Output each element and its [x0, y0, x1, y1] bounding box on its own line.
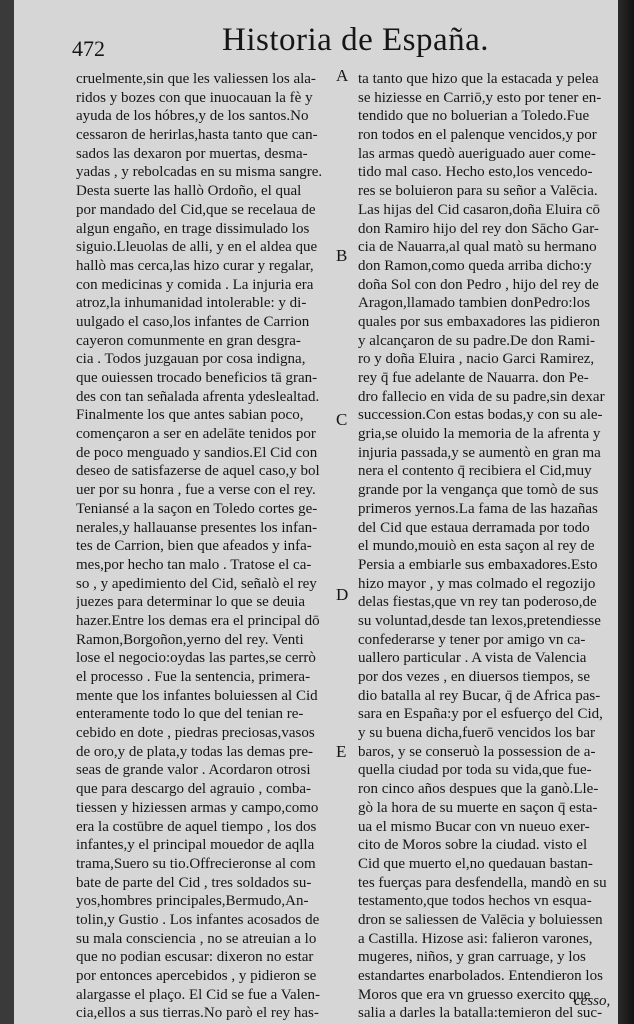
right-column-line: Moros que era vn gruesso exercito que	[358, 986, 591, 1003]
right-column-line: nera el contento q̄ recibiera el Cid,muy	[358, 463, 592, 480]
right-column-line: ta tanto que hizo que la estacada y pelea	[358, 71, 599, 87]
left-column-line: infantes,y el principal mouedor de aqlla	[76, 837, 315, 854]
left-column-line: seas de grande valor . Acordaron otrosi	[76, 762, 311, 779]
right-column-line: dio batalla al rey Bucar, q̄ de Africa pas-	[358, 687, 601, 704]
left-column-line: Desta suerte las hallò Ordoño, el qual	[76, 183, 302, 200]
right-column-line: Las hijas del Cid casaron,doña Eluira cō	[358, 201, 601, 218]
right-column-line: res se boluieron para su señor a Valēcia.	[358, 183, 598, 200]
right-column-line: ron cinco años despues que la ganò.Lle-	[358, 781, 599, 798]
right-column-line: dro fallecio en vida de su padre,sin dexar	[358, 388, 605, 405]
running-title: Historia de España.	[222, 22, 490, 58]
margin-letter-b: B	[336, 246, 348, 265]
right-column-line: dron se saliessen de Valēcia y boluiessen	[358, 911, 603, 928]
left-column-line: mente que los infantes boluiessen al Cid	[76, 687, 318, 704]
page-header	[72, 20, 592, 70]
left-column-line: era la costūbre de aquel tiempo , los dos	[76, 818, 317, 835]
right-column-line: don Ramon,como queda arriba dicho:y	[358, 257, 592, 274]
left-column-line: hazer.Entre los demas era el principal dō	[76, 612, 320, 629]
left-column-line: començaron a ser en adelāte tenidos por	[76, 426, 316, 443]
right-column-line: su voluntad,desde tan lexos,pretendiesse	[358, 612, 601, 629]
left-column-line: siguio.Lleuolas de alli, y en el aldea que	[76, 239, 318, 256]
left-column-line: atroz,la inhumanidad intolerable: y di-	[76, 295, 307, 312]
left-column-line: por entonces apercebidos , y pidieron se	[76, 968, 317, 984]
right-column-line: uallero particular . A vista de Valencia	[358, 650, 587, 667]
right-column-line: hizo mayor , y mas colmado el regozijo	[358, 575, 596, 592]
left-column-line: cebido en dote , piedras preciosas,vasos	[76, 725, 315, 742]
left-column-line: trama,Suero su tio.Offrecieronse al com	[76, 855, 316, 872]
right-column-line: confederarse y tener por amigo vn ca-	[358, 631, 586, 648]
margin-letter-a: A	[336, 66, 349, 85]
left-column	[76, 70, 341, 1023]
left-column-line: cessaron de herirlas,hasta tanto que can-	[76, 127, 318, 144]
left-column-line: Teniansé a la saçon en Toledo cortes ge-	[76, 500, 318, 517]
left-column-line: algun engaño, en trage dissimulado los	[76, 220, 310, 237]
right-column-line: y alcançaron de su padre.De don Rami-	[358, 332, 595, 349]
book-page	[14, 0, 618, 1024]
right-column-line: las armas quedò aueriguado auer come-	[358, 145, 596, 162]
right-column-line: por dos vezes , en diuersos tiempos, se	[358, 669, 591, 685]
right-column-line: primeros yernos.La fama de las hazañas	[358, 500, 598, 517]
left-column-line: cia,ellos a sus tierras.No parò el rey has-	[76, 1005, 319, 1022]
left-column-line: yos,hombres principales,Bermudo,An-	[76, 893, 309, 910]
right-column-line: mugeres, niños, y gran carruage, y los	[358, 949, 586, 966]
right-column-line: y su buena dicha,fuerō vencidos los bar	[358, 725, 596, 742]
left-column-line: tolin,y Gustio . Los infantes acosados de	[76, 911, 320, 928]
left-column-line: tiessen y hiziessen armas y campo,como	[76, 799, 319, 816]
left-column-line: uulgado el caso,los infantes de Carrion	[76, 313, 310, 330]
right-column-line: baros, y se conseruò la possession de a-	[358, 743, 596, 760]
left-column-line: cayeron comunmente en gran desgra-	[76, 332, 301, 349]
left-column-line: su mala consciencia , no se atreuian a lo	[76, 930, 317, 947]
left-column-line: ayuda de los hóbres,y de los santos.No	[76, 108, 309, 125]
left-column-line: el processo . Fue la sentencia, primera-	[76, 669, 311, 685]
left-column-line: que no podian escusar: dixeron no estar	[76, 949, 314, 966]
margin-letter-e: E	[336, 742, 347, 761]
left-column-line: que para descargo del agrauio , comba-	[76, 781, 312, 798]
left-column-line: cruelmente,sin que les valiessen los ala-	[76, 71, 316, 87]
catchword: cesso,	[574, 993, 611, 1009]
left-column-line: juezes para determinar lo que se deuia	[76, 594, 306, 611]
right-column-line: doña Sol con don Pedro , hijo del rey de	[358, 276, 599, 293]
left-column-line: de poco menguado y sandios.El Cid con	[76, 444, 318, 461]
margin-letter-c: C	[336, 410, 348, 429]
right-column-line: se hiziesse en Carriō,y esto por tener en-	[358, 89, 602, 106]
right-column-line: quales por sus embaxadores las pidieron	[358, 313, 601, 330]
left-column-line: hallò mas cerca,las hizo curar y regalar,	[76, 257, 314, 274]
left-column-line: sados las dexaron por muertas, desma-	[76, 145, 308, 162]
right-column-line: gò la hora de su muerte en saçon q̄ esta-	[358, 799, 598, 816]
right-column-line: Persia a embiarle sus embaxadores.Esto	[358, 556, 598, 573]
right-column-line: cito de Moros sobre la ciudad. visto el	[358, 837, 588, 854]
left-column-line: alargasse el plaço. El Cid se fue a Valen-	[76, 986, 320, 1003]
left-column-line: Finalmente los que antes sabian poco,	[76, 407, 304, 424]
right-column-line: Aragon,llamado tambien donPedro:los	[358, 295, 591, 312]
right-column-line: delas fiestas,que vn rey tan poderoso,de	[358, 594, 597, 611]
right-column-line: el mundo,mouiò en esta saçon al rey de	[358, 538, 595, 555]
left-column-line: cia . Todos juzgauan por cosa indigna,	[76, 351, 306, 368]
right-column-line: grande por la vengança que tomò de sus	[358, 482, 599, 499]
left-column-line: tes de Carrion, bien que afeados y infa-	[76, 538, 312, 555]
right-column-line: testamento,que todos hechos vn esqua-	[358, 893, 592, 910]
left-column-line: Ramon,Borgoñon,yerno del rey. Venti	[76, 631, 304, 648]
left-column-line: so , y apedimiento del Cid, señalò el rey	[76, 575, 317, 592]
margin-letter-d: D	[336, 585, 349, 604]
left-column-line: uer por su honra , fue a verse con el rey.	[76, 482, 316, 499]
right-column-line: sara en España:y por el esfuerço del Cid,	[358, 706, 603, 723]
right-column-line: succession.Con estas bodas,y con su ale-	[358, 407, 603, 424]
book-edge	[618, 0, 634, 1024]
right-column-line: ua el mismo Bucar con vn nueuo exer-	[358, 818, 590, 835]
left-column-line: des con tan señalada afrenta ydeslealtad.	[76, 388, 320, 405]
left-column-line: deseo de satisfazerse de aquel caso,y bol	[76, 463, 320, 480]
left-column-line: nerales,y hallauanse presentes los infan-	[76, 519, 318, 536]
right-column-line: gria,se oluido la memoria de la afrenta y	[358, 426, 601, 443]
right-column-line: rey q̄ fue adelante de Nauarra. don Pe-	[358, 370, 589, 386]
right-column-line: ron todos en el palenque vencidos,y por	[358, 127, 597, 144]
right-column-line: cia de Nauarra,al qual matò su hermano	[358, 239, 597, 256]
right-column	[358, 70, 623, 1023]
left-column-line: enteramente todo lo que del tenian re-	[76, 706, 304, 723]
right-column-line: don Ramiro hijo del rey don Sācho Gar-	[358, 220, 599, 237]
page-number: 472	[72, 36, 105, 61]
left-column-line: yadas , y rebolcadas en su misma sangre.	[76, 164, 323, 181]
right-column-line: estandartes enarbolados. Entendieron los	[358, 968, 603, 984]
left-column-line: ridos y bozes con que inuocauan la fè y	[76, 89, 313, 106]
left-column-line: bate de parte del Cid , tres soldados su-	[76, 874, 312, 891]
left-column-line: por mandado del Cid,que se recelaua de	[76, 201, 316, 218]
right-column-line: injuria passada,y se aumentò en gran ma	[358, 444, 601, 461]
right-column-line: tes fuerças para desfendella, mandò en su	[358, 874, 607, 891]
right-column-line: salia a darles la batalla:temieron del suc-	[358, 1005, 603, 1022]
left-column-line: con medicinas y comida . La injuria era	[76, 276, 314, 293]
left-column-line: de oro,y de plata,y todas las demas pre-	[76, 743, 314, 760]
left-column-line: que ouiessen trocado beneficios tā gran-	[76, 370, 318, 386]
right-column-line: del Cid que estaua derramada por todo	[358, 519, 590, 536]
right-column-line: tendido que no boluerian a Toledo.Fue	[358, 108, 590, 125]
right-column-line: ro y doña Eluira , nacio Garci Ramirez,	[358, 351, 595, 368]
left-column-line: mes,por hecho tan malo . Tratose el ca-	[76, 556, 312, 573]
left-column-line: lose el negocio:oydas las partes,se cerrò	[76, 650, 316, 667]
right-column-line: Cid que muerto el,no quedauan bastan-	[358, 855, 593, 872]
right-column-line: quella ciudad por toda su vida,que fue-	[358, 762, 592, 779]
right-column-line: tido mal caso. Hecho esto,los vencedo-	[358, 164, 593, 181]
right-column-line: a Castilla. Hizose asi: falieron varones,	[358, 930, 593, 947]
